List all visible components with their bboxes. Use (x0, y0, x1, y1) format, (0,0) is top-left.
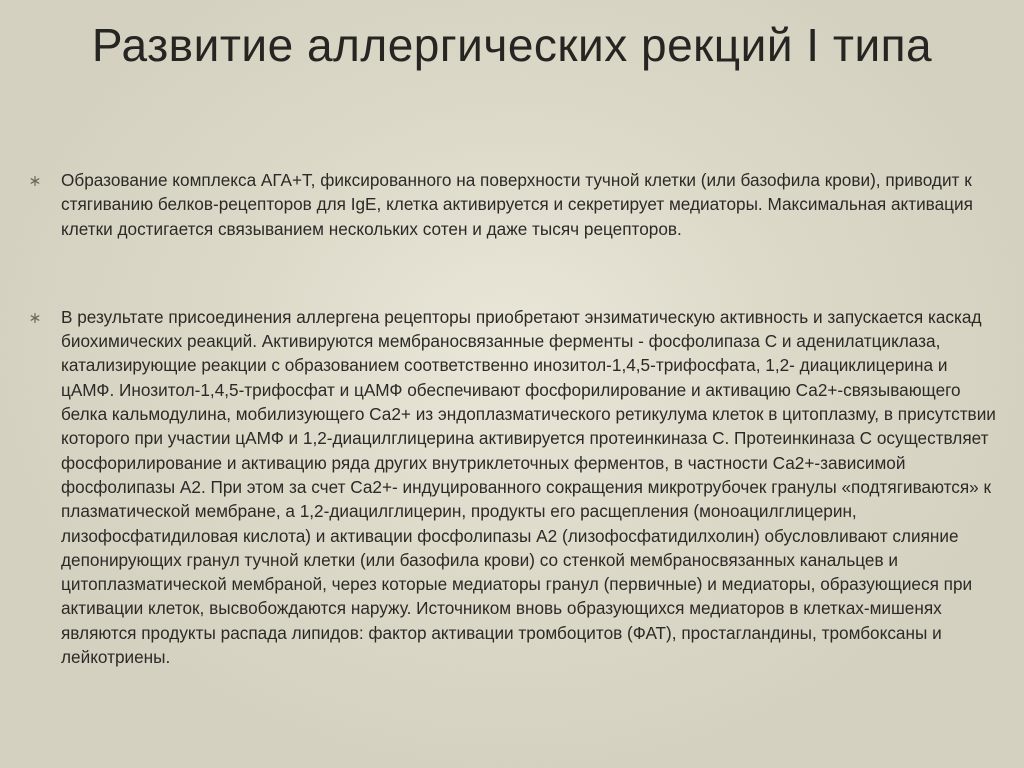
bullet-text: В результате присоединения аллергена рецепторы приобретают энзиматическую активность и запускается каскад биохимических реакций. Активируются мембраносвязанные ферменты - фосфолипаза С и аденилатциклаза, катализирующие реакции с образованием соответственно инозитол-1,4,5-трифосфата, 1,2- диациклицерина и цАМФ. Инозитол-1,4,5-трифосфат и цАМФ обеспечивают фосфорилирование и активацию Са2+-связывающего белка кальмодулина, мобилизующего Са2+ из эндоплазматического ретикулума клеток в цитоплазму, в присутствии которого при участии цАМФ и 1,2-диацилглицерина активируется протеинкиназа С. Протеинкиназа С осуществляет фосфорилирование и активацию ряда других внутриклеточных ферментов, в частности Са2+-зависимой фосфолипазы А2. При этом за счет Са2+- индуцированного сокращения микротрубочек гранулы «подтягиваются» к плазматической мембране, а 1,2-диацилглицерин, продукты его расщепления (моноацилглицерин, лизофосфатидиловая кислота) и активации фосфолипазы А2 (лизофосфатидилхолин) обусловливают слияние депонирующих гранул тучной клетки (или базофила крови) со стенкой мембраносвязанных канальцев и цитоплазматической мембраной, через которые медиаторы гранул (первичные) и медиаторы, образующиеся при активации клеток, высвобождаются наружу. Источником вновь образующихся медиаторов в клетках-мишенях являются продукты распада липидов: фактор активации тромбоцитов (ФАТ), простагландины, тромбоксаны и лейкотриены. (61, 306, 996, 668)
bullet-item (30, 168, 1005, 241)
bullet-item (30, 305, 1005, 669)
bullet-list (30, 168, 1005, 669)
slide-title: Развитие аллергических рекций I типа (91, 19, 933, 71)
asterisk-flourish-icon (30, 312, 40, 324)
bullet-text: Образование комплекса АГА+Т, фиксированного на поверхности тучной клетки (или базофила крови), приводит к стягиванию белков-рецепторов для IgE, клетка активируется и секретирует медиаторы. Максимальная активация клетки достигается связыванием нескольких сотен и даже тысяч рецепторов. (61, 170, 973, 239)
asterisk-flourish-icon (30, 175, 40, 187)
